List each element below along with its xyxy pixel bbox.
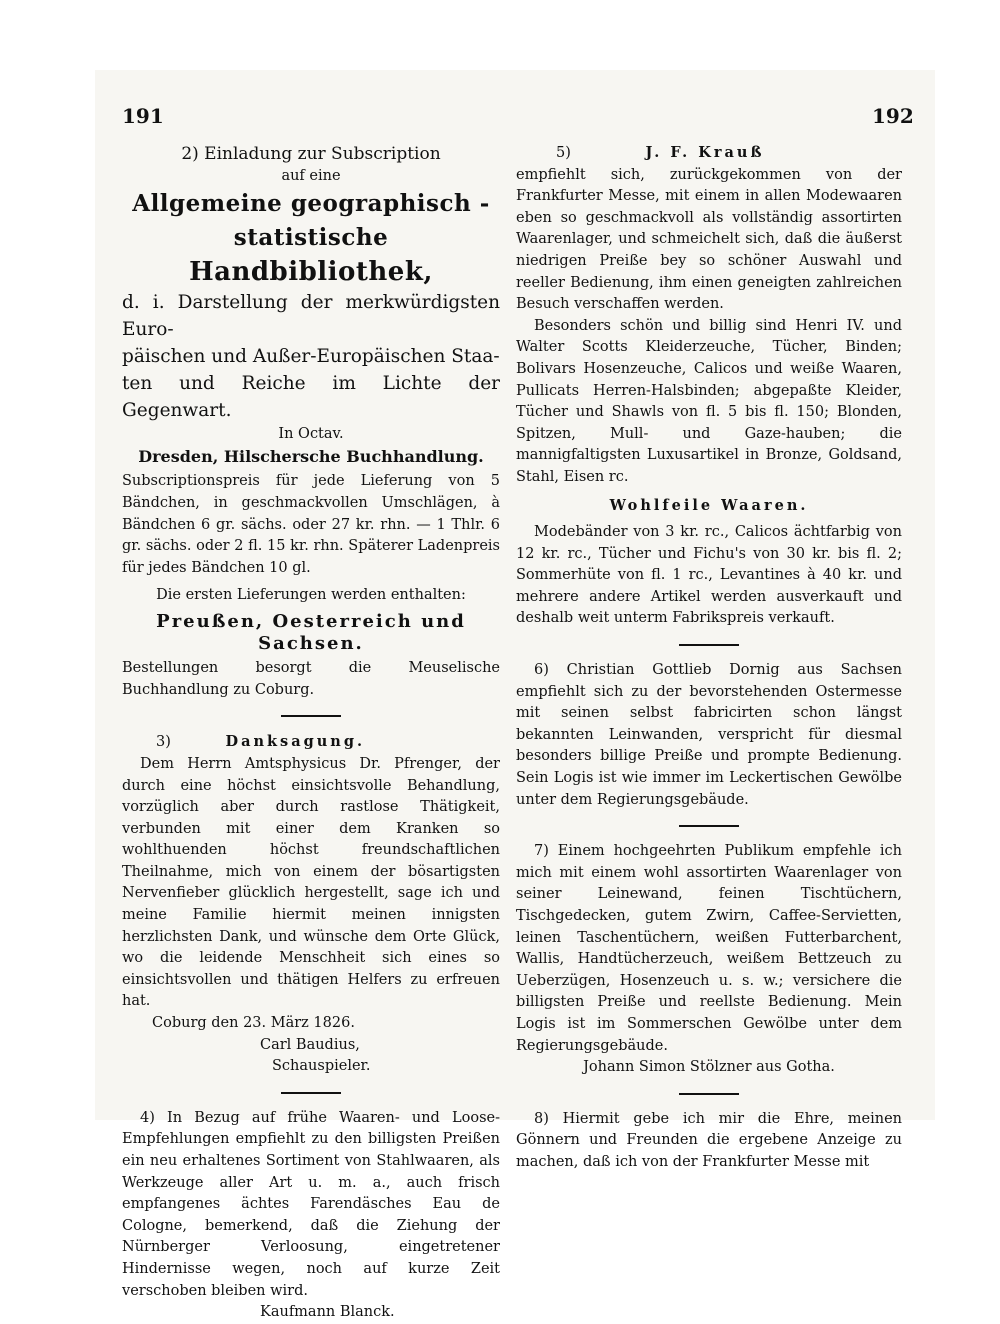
- blanck-paragraph: 4) In Bezug auf frühe Waaren- und Loose-Empfehlungen empfiehlt zu den billigsten Preißen ein neu erhaltenes Sortiment von Stahlwaaren, als Werkzeuge aller Art u. m. a., auch frisch empfangenes ächtes Farendäsches Eau de Cologne, bemerkend, daß die Ziehung der Nürnberger Verloosung, eingetretener Hindernisse wegen, noch auf kurze Zeit verschoben bleiben wird.: [122, 1109, 500, 1299]
- price-paragraph: Subscriptionspreis für jede Lieferung von 5 Bändchen, in geschmackvollen Umschlägen, à Bändchen 6 gr. sächs. oder 27 kr. rhn. — 1 Thlr. 6 gr. sächs. oder 2 fl. 15 kr. rhn. Späterer Ladenpreis für jedes Bändchen 10 gl.: [122, 473, 500, 576]
- page-number-right: 192: [872, 104, 914, 128]
- title-line-1: Allgemeine geographisch - statistische: [132, 190, 490, 252]
- cheap-goods-heading: Wohlfeile Waaren.: [609, 496, 809, 514]
- thanks-paragraph: Dem Herrn Amtsphysicus Dr. Pfrenger, der durch eine höchst einsichtsvolle Behandlung, vorzüglich aber durch rastlose Thätigkeit, verbunden mit einer dem Kranken so wohlthuenden höchst freundschaftlichen Theilnahme, mich von einem der bösartigsten Nervenfieber glücklich hergestellt, sage ich und meine Familie hiermit meinen innigsten herzlichsten Dank, und wünsche dem Orte Glück, wo die leidende Menschheit sich eines so einsichtsvollen und thätigen Helfers zu erfreuen hat.: [122, 755, 500, 1010]
- orders-paragraph: Bestellungen besorgt die Meuselische Buchhandlung zu Coburg.: [122, 660, 500, 698]
- auf-eine-line: auf eine: [281, 167, 341, 184]
- left-column: [122, 108, 500, 1324]
- blanck-signature: Kaufmann Blanck.: [260, 1304, 395, 1321]
- subtitle-line-2: päischen und Außer-Europäischen Staa-: [122, 346, 500, 368]
- krauss-heading-row: [516, 142, 902, 165]
- subscription-heading: 2) Einladung zur Subscription: [181, 144, 441, 164]
- thanks-date: Coburg den 23. März 1826.: [152, 1015, 355, 1032]
- dornig-paragraph: 6) Christian Gottlieb Dornig aus Sachsen empfiehlt sich zu der bevorstehenden Ostermesse mit seinen selbst fabricirten schon längst bekannten Leinwanden, verspricht für diesmal besonders billige Preiße und prompte Bedienung. Sein Logis ist wie immer im Leckertischen Gewölbe unter dem Regierungsgebäude.: [516, 662, 902, 808]
- subtitle-line-1: d. i. Darstellung der merkwürdigsten Euro-: [122, 292, 500, 341]
- thanks-signature-role: Schauspieler.: [272, 1058, 371, 1075]
- krauss-paragraph-2: Besonders schön und billig sind Henri IV. und Walter Scotts Kleiderzeuche, Tücher, Binden; Bolivars Hosenzeuche, Calicos und weiße Waaren, Pullicats Herren-Halsbinden; abgepaßte Kleider, Tücher und Shawls von fl. 5 bis fl. 150; Blonden, Spitzen, Mull- und Gaze-hauben; die mannigfaltigsten Luxusartikel in Bronze, Goldsand, Stahl, Eisen rc.: [516, 317, 902, 485]
- section-divider: [679, 1093, 739, 1095]
- right-column: [516, 142, 902, 1174]
- thanks-title: Danksagung.: [225, 733, 366, 751]
- section-divider: [679, 825, 739, 827]
- format-line: In Octav.: [278, 426, 344, 443]
- krauss-name: J. F. Krauß: [645, 144, 765, 161]
- stoelzner-signature: Johann Simon Stölzner aus Gotha.: [583, 1059, 835, 1076]
- thanks-heading-row: [122, 731, 500, 754]
- publisher-line: Dresden, Hilschersche Buchhandlung.: [138, 446, 484, 466]
- section-divider: [281, 715, 341, 717]
- title-line-2: Handbibliothek,: [189, 257, 433, 288]
- first-deliveries-line: Die ersten Lieferungen werden enthalten:: [156, 587, 466, 604]
- krauss-paragraph-3: Modebänder von 3 kr. rc., Calicos ächtfarbig von 12 kr. rc., Tücher und Fichu's von 30 kr. bis fl. 2; Sommerhüte von fl. 1 rc., Levantines à 40 kr. und mehrere andere Artikel werden ausverkauft und deshalb weit unterm Fabrikspreis verkauft.: [516, 524, 902, 627]
- announcement-paragraph: 8) Hiermit gebe ich mir die Ehre, meinen Gönnern und Freunden die ergebene Anzeige zu machen, daß ich von der Frankfurter Messe mit: [516, 1110, 902, 1170]
- krauss-paragraph-1: empfiehlt sich, zurückgekommen von der Frankfurter Messe, mit einem in allen Modewaaren eben so geschmackvoll als vollständig assortirten Waarenlager, und schmeichelt sich, daß die äußerst niedrigen Preiße bey so schöner Auswahl und reeller Bedienung, ihm einen geneigten zahlreichen Besuch verschaffen werden.: [516, 166, 902, 313]
- thanks-number: 3): [156, 734, 171, 751]
- subtitle-line-3: ten und Reiche im Lichte der Gegenwart.: [122, 373, 500, 422]
- countries-line: Preußen, Oesterreich und Sachsen.: [156, 610, 466, 654]
- page-number-left: 191: [122, 104, 164, 128]
- section-divider: [281, 1092, 341, 1094]
- stoelzner-paragraph: 7) Einem hochgeehrten Publikum empfehle ich mich mit einem wohl assortirten Waarenlager von seiner Leinewand, feinen Tischtüchern, Tischgedecken, gutem Zwirn, Caffee-Servietten, leinen Taschentüchern, weißen Futterbarchent, Wallis, Handtücherzeuch, weißem Bettzeuch zu Ueberzügen, Hosenzeuch u. s. w.; versichere die billigsten Preiße und reellste Bedienung. Mein Logis ist im Sommerschen Gewölbe unter dem Regierungsgebäude.: [516, 843, 902, 1054]
- krauss-number: 5): [556, 145, 571, 161]
- section-divider: [679, 644, 739, 646]
- thanks-signature-name: Carl Baudius,: [260, 1036, 360, 1053]
